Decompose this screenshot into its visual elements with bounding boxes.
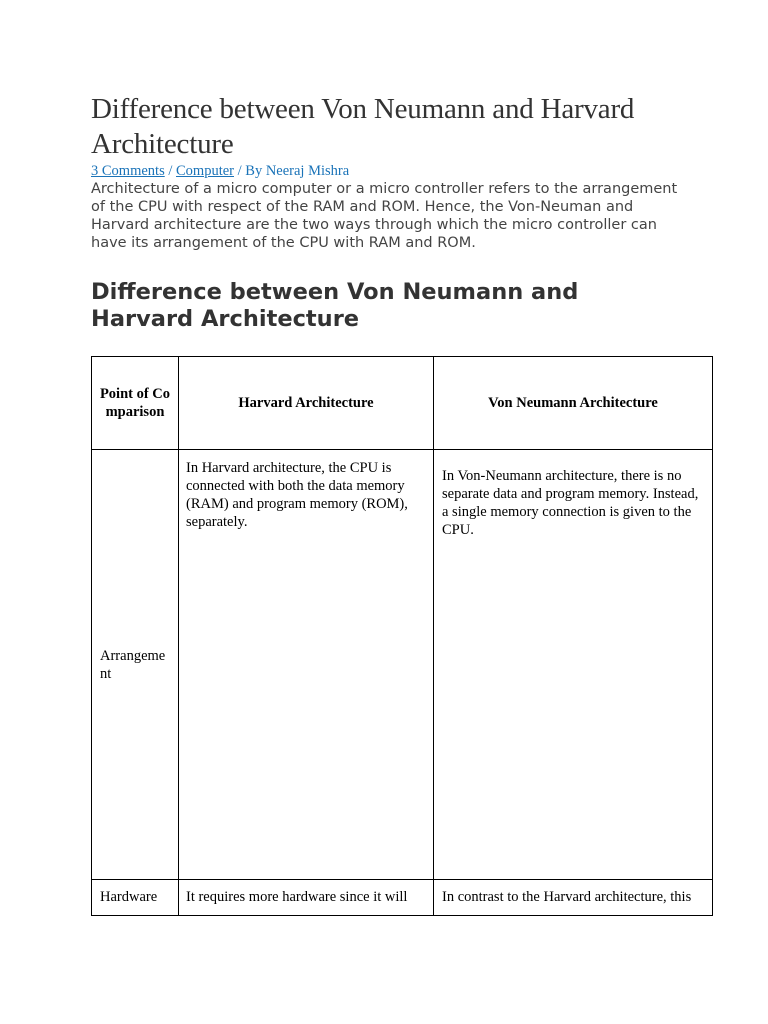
comparison-table	[91, 356, 713, 916]
row-harvard: In Harvard architecture, the CPU is connected with both the data memory (RAM) and program memory (ROM), separately.	[179, 450, 434, 880]
row-harvard: It requires more hardware since it will	[179, 880, 434, 916]
row-point: Arrangement	[92, 450, 179, 880]
table-row	[92, 450, 713, 880]
header-von-neumann: Von Neumann Architecture	[434, 357, 713, 450]
table-header-row	[92, 357, 713, 450]
header-point-label: Point of Comparison	[99, 386, 171, 420]
comments-link[interactable]: 3 Comments	[91, 163, 165, 179]
author-byline: / By Neeraj Mishra	[234, 163, 350, 179]
header-harvard: Harvard Architecture	[179, 357, 434, 450]
row-von-neumann: In contrast to the Harvard architecture, this	[434, 880, 713, 916]
section-heading: Difference between Von Neumann and Harvard Architecture	[91, 279, 579, 332]
header-point-of-comparison	[92, 357, 179, 450]
intro-paragraph: Architecture of a micro computer or a micro controller refers to the arrangement of the CPU with respect of the RAM and ROM. Hence, the Von-Neuman and Harvard architecture are the two ways through which the micro controller can have its arrangement of the CPU with RAM and ROM.	[91, 181, 678, 251]
meta-separator: /	[164, 163, 176, 179]
article-title: Difference between Von Neumann and Harvard Architecture	[91, 93, 635, 160]
article-content	[91, 92, 712, 916]
category-link[interactable]: Computer	[176, 163, 234, 179]
article-meta	[91, 162, 712, 180]
row-von-neumann: In Von-Neumann architecture, there is no separate data and program memory. Instead, a single memory connection is given to the CPU.	[434, 450, 713, 880]
table-row	[92, 880, 713, 916]
row-point: Hardware	[92, 880, 179, 916]
